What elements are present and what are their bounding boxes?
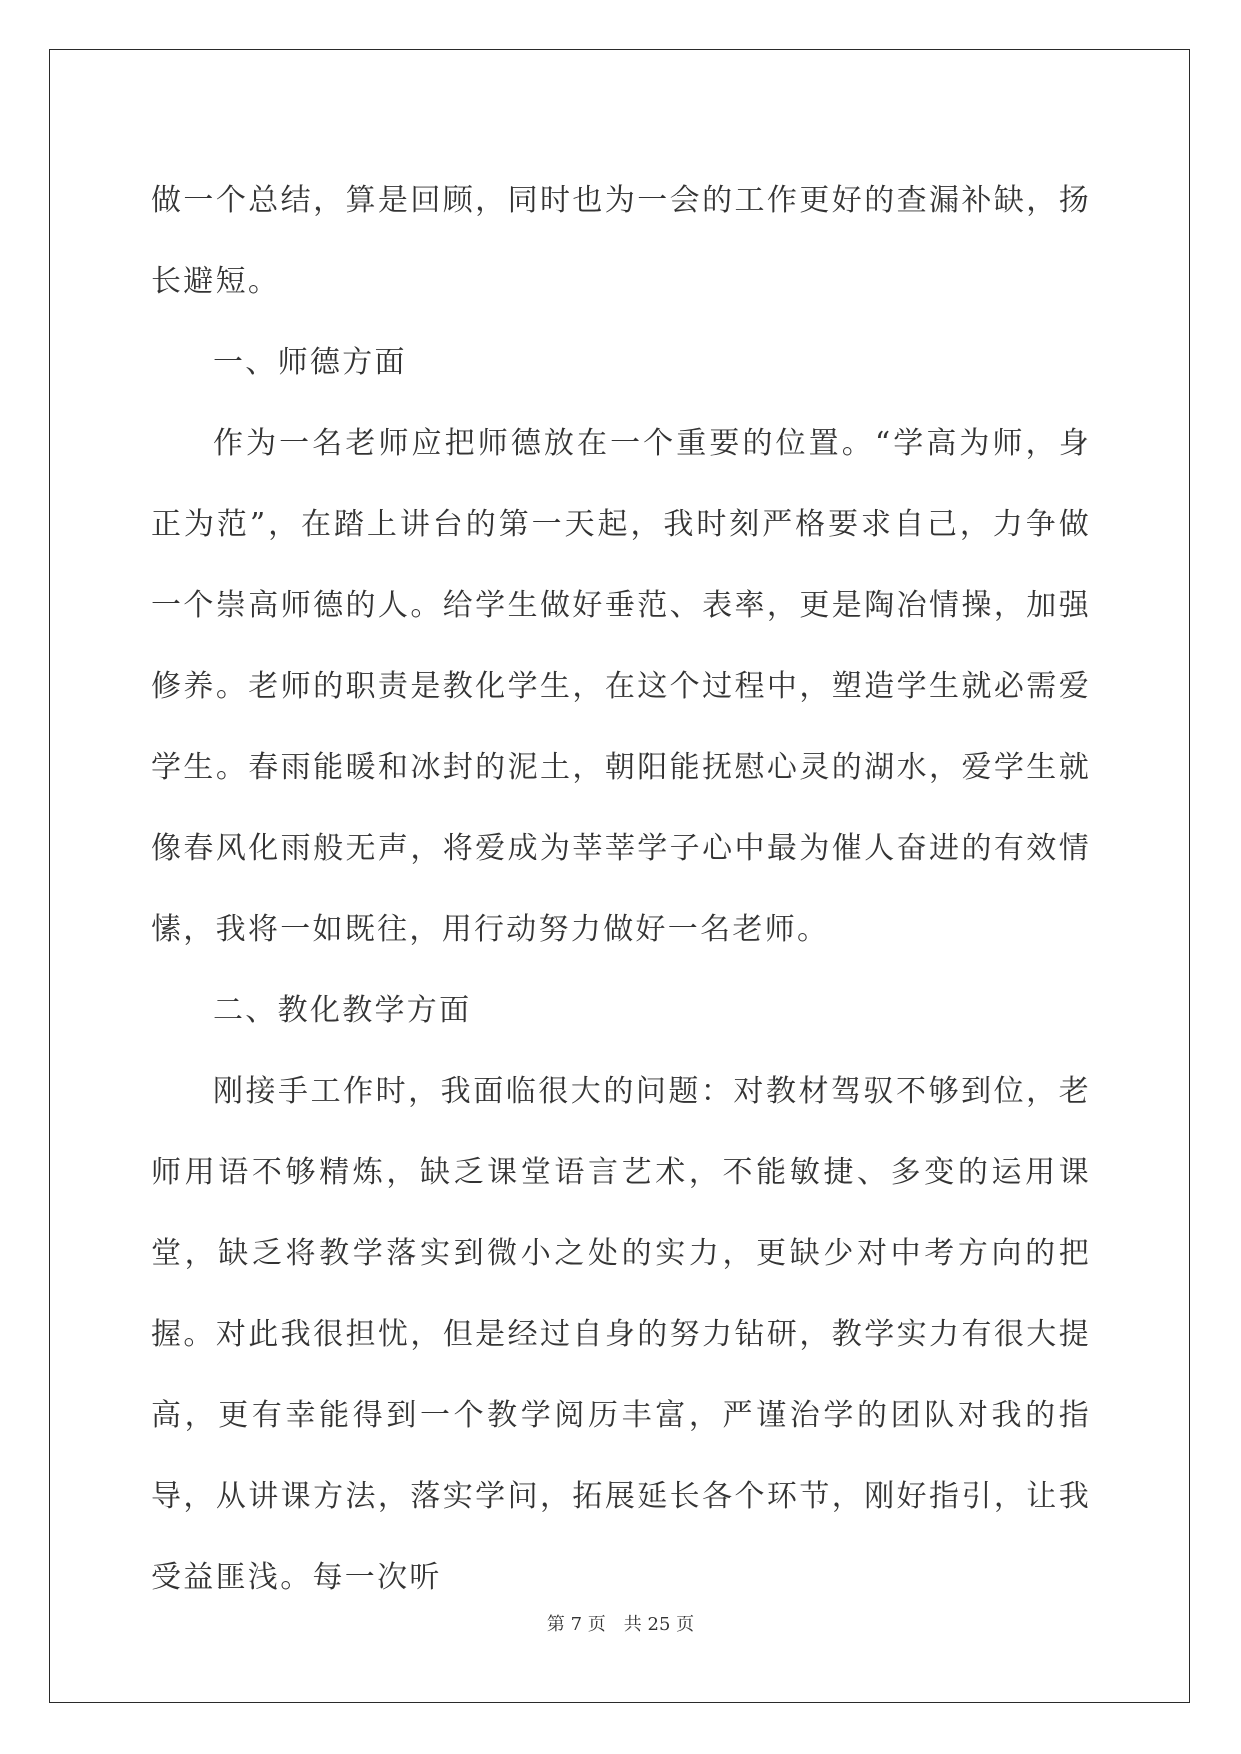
document-body xyxy=(151,160,1091,1618)
page-footer xyxy=(0,1610,1241,1636)
section-heading-teaching: 二、教化教学方面 xyxy=(213,993,472,1028)
page-number: 第 7 页 xyxy=(546,1614,606,1635)
paragraph-intro: 做一个总结，算是回顾，同时也为一会的工作更好的查漏补缺，扬长避短。 xyxy=(151,183,1091,299)
paragraph-teaching: 刚接手工作时，我面临很大的问题：对教材驾驭不够到位，老师用语不够精炼，缺乏课堂语言艺术，不能敏捷、多变的运用课堂，缺乏将教学落实到微小之处的实力，更缺少对中考方向的把握。对此我很担忧，但是经过自身的努力钻研，教学实力有很大提高，更有幸能得到一个教学阅历丰富，严谨治学的团队对我的指导，从讲课方法，落实学问，拓展延长各个环节，刚好指引，让我受益匪浅。每一次听 xyxy=(151,1074,1091,1595)
page-total: 共 25 页 xyxy=(623,1614,695,1635)
paragraph-ethics: 作为一名老师应把师德放在一个重要的位置。“学高为师，身正为范”，在踏上讲台的第一天起，我时刻严格要求自己，力争做一个崇高师德的人。给学生做好垂范、表率，更是陶冶情操，加强修养。老师的职责是教化学生，在这个过程中，塑造学生就必需爱学生。春雨能暖和冰封的泥土，朝阳能抚慰心灵的湖水，爱学生就像春风化雨般无声，将爱成为莘莘学子心中最为催人奋进的有效情愫，我将一如既往，用行动努力做好一名老师。 xyxy=(151,426,1091,947)
section-heading-ethics: 一、师德方面 xyxy=(213,345,407,380)
